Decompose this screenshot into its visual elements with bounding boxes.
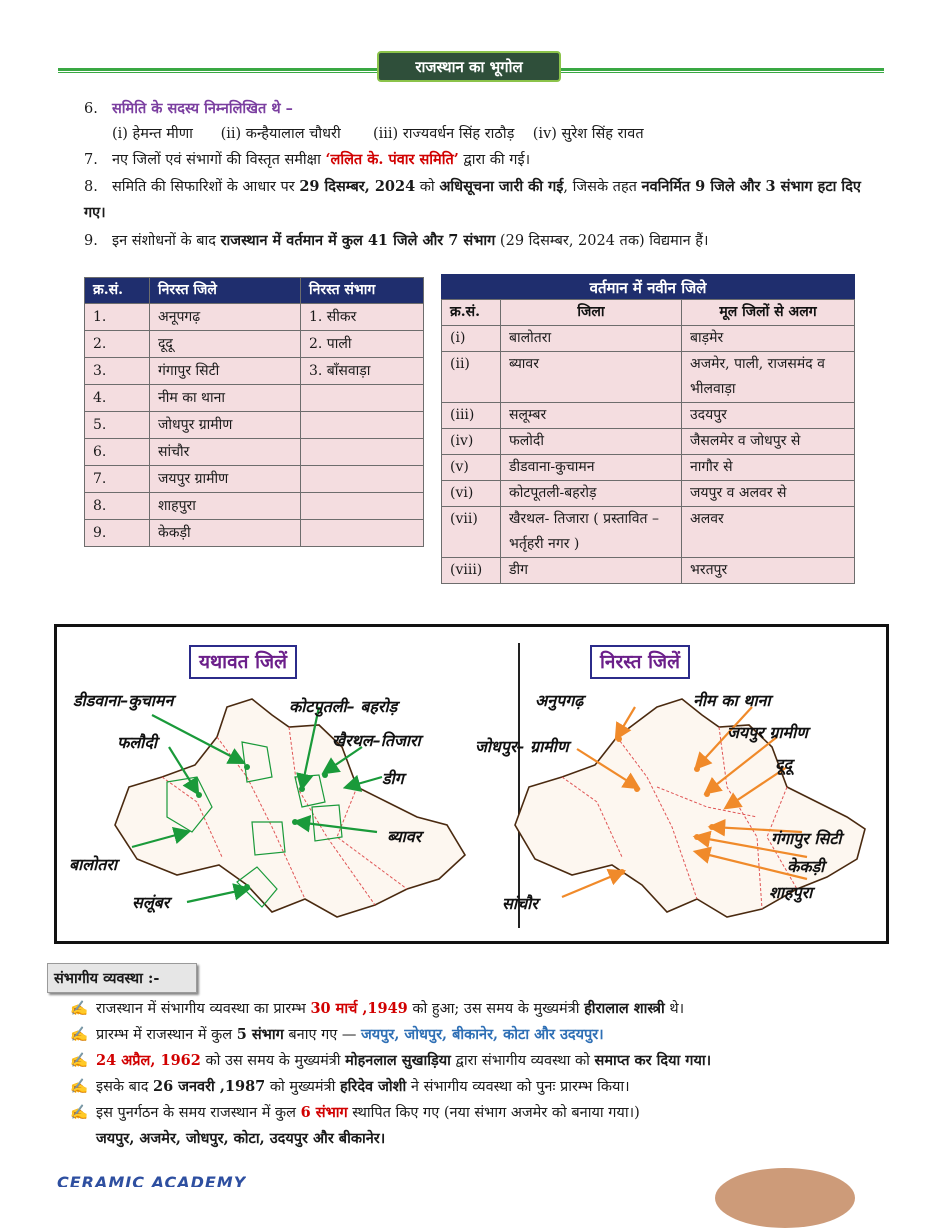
point-text: समिति के सदस्य निम्नलिखित थे – [112, 100, 293, 117]
point-text: द्वारा की गई। [458, 152, 531, 168]
item-text: को मुख्यमंत्री [265, 1079, 340, 1095]
item-text: इसके बाद [96, 1079, 154, 1095]
table-cell [301, 520, 424, 547]
map-label: अनुपगढ़ [535, 691, 584, 710]
item-text: ने संभागीय व्यवस्था को पुनः प्रारम्भ किया। [406, 1079, 630, 1095]
point-number: 6. [84, 101, 98, 117]
table-cell: (ii) [442, 352, 501, 403]
table-cell: 2. [85, 331, 150, 358]
table-cell: (i) [442, 326, 501, 352]
name-bold: हीरालाल शास्त्री [584, 1000, 665, 1017]
footer-decoration [715, 1168, 855, 1228]
table-cell: (vi) [442, 481, 501, 507]
table-cell: 1. सीकर [301, 304, 424, 331]
point-text: इन संशोधनों के बाद [112, 233, 221, 249]
table-row [442, 429, 855, 455]
point-number: 8. [84, 179, 98, 195]
map-label: ब्यावर [387, 827, 422, 846]
division-names [96, 1126, 916, 1152]
new-districts-title: वर्तमान में नवीन जिले [441, 274, 855, 301]
table-cell: 6. [85, 439, 150, 466]
point-text: (29 दिसम्बर, 2024 तक) विद्यमान हैं। [495, 233, 709, 249]
table-cell: फलोदी [501, 429, 682, 455]
table-cell: केकड़ी [150, 520, 301, 547]
map-label: सांचौर [502, 894, 538, 913]
table-row [85, 304, 424, 331]
item-text: को हुआ; उस समय के मुख्यमंत्री [407, 1001, 585, 1017]
table-row [85, 466, 424, 493]
map-label: कोटपुतली– बहरोड़ [289, 697, 398, 716]
list-item [70, 996, 890, 1022]
pen-icon: ✍ [70, 1105, 89, 1121]
table-cell: जोधपुर ग्रामीण [150, 412, 301, 439]
map-label: जयपुर ग्रामीण [727, 723, 808, 742]
table-cell: 3. [85, 358, 150, 385]
table-cell: जयपुर ग्रामीण [150, 466, 301, 493]
point-7 [84, 147, 884, 173]
table-row [442, 403, 855, 429]
footer-brand: CERAMIC ACADEMY [57, 1173, 247, 1187]
table-cell: 4. [85, 385, 150, 412]
table-row [442, 481, 855, 507]
table-cell [301, 385, 424, 412]
pen-icon: ✍ [70, 1053, 89, 1069]
committee-members: (i) हेमन्त मीणा (ii) कन्हैयालाल चौधरी (iii) राज्यवर्धन सिंह राठौड़ (iv) सुरेश सिंह रावत [112, 126, 644, 142]
point-9 [84, 228, 884, 254]
date-highlight: 30 मार्च ,1949 [310, 1000, 408, 1017]
table-row [85, 331, 424, 358]
table-row [85, 493, 424, 520]
current-count-bold: राजस्थान में वर्तमान में कुल 41 जिले और 7 संभाग [220, 232, 496, 249]
col-header: निरस्त जिले [150, 278, 301, 304]
section-title: संभागीय व्यवस्था :- [47, 963, 197, 993]
pen-icon: ✍ [70, 1001, 89, 1017]
table-cell [301, 493, 424, 520]
table-cell: दूदू [150, 331, 301, 358]
map-label: गंगापुर सिटी [771, 829, 842, 848]
table-cell: जैसलमेर व जोधपुर से [682, 429, 855, 455]
table-cell: नागौर से [682, 455, 855, 481]
table-cell: अनूपगढ़ [150, 304, 301, 331]
table-cell: सांचौर [150, 439, 301, 466]
count-highlight: 6 संभाग [300, 1104, 348, 1121]
table-cell [301, 439, 424, 466]
item-text: प्रारम्भ में राजस्थान में कुल [96, 1027, 237, 1043]
table-row [442, 507, 855, 558]
list-item [70, 1074, 890, 1100]
col-header: जिला [501, 300, 682, 326]
map-label: नीम का थाना [693, 691, 771, 710]
table-cell: 9. [85, 520, 150, 547]
table-row [442, 558, 855, 584]
table-cell: बालोतरा [501, 326, 682, 352]
item-text: राजस्थान में संभागीय व्यवस्था का प्रारम्भ [96, 1001, 311, 1017]
table-cell: कोटपूतली-बहरोड़ [501, 481, 682, 507]
pen-icon: ✍ [70, 1079, 89, 1095]
item-text: इस पुनर्गठन के समय राजस्थान में कुल [96, 1105, 301, 1121]
table-cell: गंगापुर सिटी [150, 358, 301, 385]
table-cell: ब्यावर [501, 352, 682, 403]
map-label: सलूंबर [132, 893, 170, 912]
point-text: नए जिलों एवं संभागों की विस्तृत समीक्षा [112, 152, 326, 168]
notification-bold: अधिसूचना जारी की गई [439, 178, 564, 195]
table-cell: 7. [85, 466, 150, 493]
new-districts-table [441, 299, 855, 584]
item-text: थे। [664, 1001, 685, 1017]
table-cell: अलवर [682, 507, 855, 558]
count-bold: 5 संभाग [236, 1026, 284, 1043]
date-bold: 29 दिसम्बर, 2024 [299, 178, 416, 195]
division-list: जयपुर, जोधपुर, बीकानेर, कोटा और उदयपुर। [361, 1026, 604, 1043]
table-header-row [85, 278, 424, 304]
division-list-bold: जयपुर, अजमेर, जोधपुर, कोटा, उदयपुर और बीकानेर। [96, 1130, 386, 1147]
district-maps-panel [54, 624, 889, 944]
table-row [85, 358, 424, 385]
table-row [442, 326, 855, 352]
col-header: क्र.सं. [85, 278, 150, 304]
point-number: 9. [84, 233, 98, 249]
table-cell: खैरथल- तिजारा ( प्रस्तावित – भर्तृहरी नगर ) [501, 507, 682, 558]
table-cell: (iv) [442, 429, 501, 455]
table-cell: 5. [85, 412, 150, 439]
table-cell: 1. [85, 304, 150, 331]
table-cell: (viii) [442, 558, 501, 584]
abolished-bold: समाप्त कर दिया गया। [594, 1052, 712, 1069]
committee-name: ‘ललित के. पंवार समिति’ [325, 151, 459, 168]
table-cell: जयपुर व अलवर से [682, 481, 855, 507]
table-cell [301, 412, 424, 439]
table-row [85, 439, 424, 466]
list-item [70, 1100, 890, 1126]
table-cell: अजमेर, पाली, राजसमंद व भीलवाड़ा [682, 352, 855, 403]
abolished-districts-table [84, 277, 424, 547]
rajasthan-map-right [515, 699, 865, 917]
map-label: जोधपुर– ग्रामीण [475, 737, 569, 756]
removed-bold: नवनिर्मित 9 जिले और 3 संभाग हटा दिए गए। [84, 178, 861, 221]
table-cell: सलूम्बर [501, 403, 682, 429]
table-cell: डीडवाना-कुचामन [501, 455, 682, 481]
map-label: डीडवाना–कुचामन [73, 691, 174, 710]
point-number: 7. [84, 152, 98, 168]
list-item [70, 1048, 890, 1074]
table-cell: 3. बाँसवाड़ा [301, 358, 424, 385]
table-cell: उदयपुर [682, 403, 855, 429]
item-text: को उस समय के मुख्यमंत्री [200, 1053, 346, 1069]
table-row [85, 412, 424, 439]
table-cell: 8. [85, 493, 150, 520]
name-bold: मोहनलाल सुखाड़िया [345, 1052, 451, 1069]
date-highlight: 24 अप्रैल, 1962 [96, 1052, 201, 1069]
point-8 [84, 174, 884, 226]
point-text: समिति की सिफारिशों के आधार पर [112, 179, 300, 195]
point-text: को [415, 179, 440, 195]
table-cell: 2. पाली [301, 331, 424, 358]
table-cell: (v) [442, 455, 501, 481]
pen-icon: ✍ [70, 1027, 89, 1043]
maps-svg [57, 627, 886, 941]
table-row [442, 352, 855, 403]
col-header: मूल जिलों से अलग [682, 300, 855, 326]
item-text: स्थापित किए गए (नया संभाग अजमेर को बनाया गया।) [347, 1105, 640, 1121]
table-cell: (iii) [442, 403, 501, 429]
table-cell: नीम का थाना [150, 385, 301, 412]
map-label: केकड़ी [787, 857, 825, 876]
date-bold: 26 जनवरी ,1987 [153, 1078, 266, 1095]
table-row [442, 455, 855, 481]
item-text: बनाए गए — [283, 1027, 361, 1043]
table-cell: डीग [501, 558, 682, 584]
table-row [85, 385, 424, 412]
col-header: निरस्त संभाग [301, 278, 424, 304]
map-title-retained: यथावत जिलें [189, 645, 297, 679]
map-label: शाहपुरा [769, 883, 813, 902]
page-title: राजस्थान का भूगोल [377, 51, 561, 82]
table-cell [301, 466, 424, 493]
col-header: क्र.सं. [442, 300, 501, 326]
list-item [70, 1022, 890, 1048]
name-bold: हरिदेव जोशी [339, 1078, 407, 1095]
map-label: खैरथल–तिजारा [332, 731, 421, 750]
table-cell: बाड़मेर [682, 326, 855, 352]
point-text: , जिसके तहत [563, 179, 642, 195]
item-text: द्वारा संभागीय व्यवस्था को [450, 1053, 595, 1069]
map-label: दूदू [775, 755, 792, 774]
table-cell: शाहपुरा [150, 493, 301, 520]
table-header-row [442, 300, 855, 326]
table-row [85, 520, 424, 547]
map-label: डीग [382, 769, 404, 788]
map-label: फलौदी [117, 733, 157, 752]
map-title-abolished: निरस्त जिलें [590, 645, 690, 679]
point-6 [84, 96, 884, 122]
map-label: बालोतरा [69, 855, 118, 874]
table-cell: भरतपुर [682, 558, 855, 584]
table-cell: (vii) [442, 507, 501, 558]
